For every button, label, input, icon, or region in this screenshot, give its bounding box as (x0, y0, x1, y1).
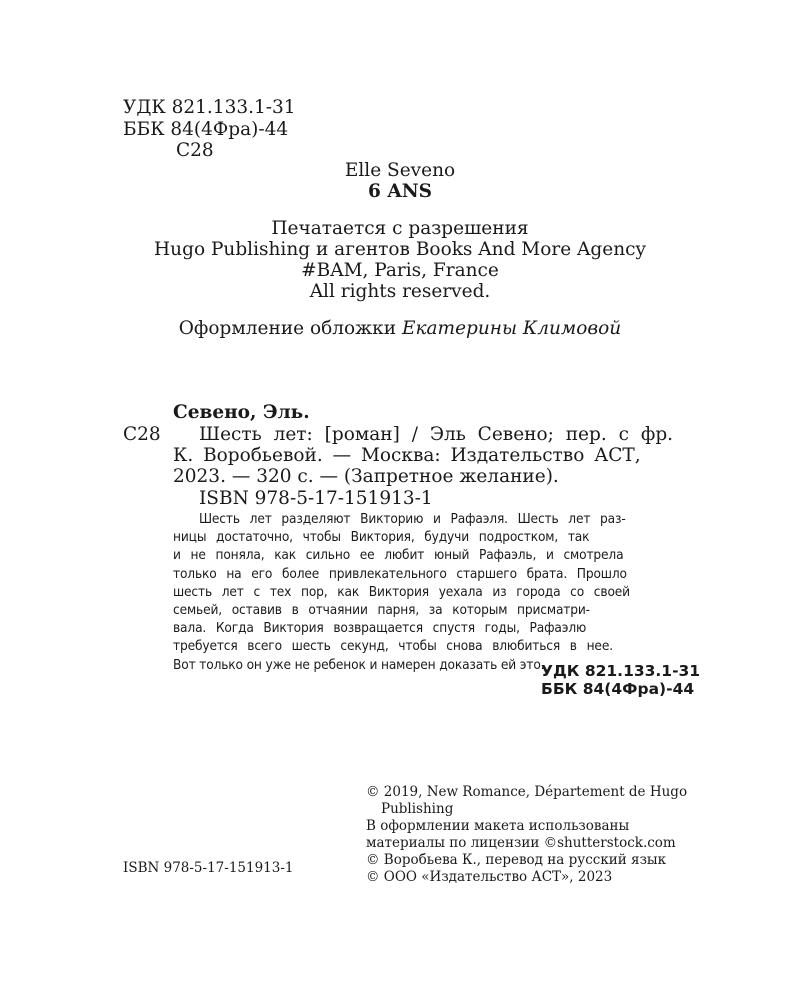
annotation-line: Шесть лет разделяют Викторию и Рафаэля. Шесть лет раз- (199, 511, 626, 527)
annotation-line: ницы достаточно, чтобы Виктория, будучи подростком, так (173, 529, 590, 546)
cover-design-label: Оформление обложки (178, 318, 397, 339)
bbk-code-bottom: ББК 84(4Фра)-44 (541, 680, 695, 698)
bib-desc-text-1: Шесть лет: [роман] / Эль Севено; пер. с фр. (199, 424, 674, 445)
rights-line-3: #BAM, Paris, France (301, 260, 499, 281)
bib-description-line-2: К. Воробьевой. — Москва: Издательство АСТ, (173, 445, 641, 466)
annotation-line: семьей, оставив в отчаянии парня, за которым присматри- (173, 602, 590, 619)
bib-heading: Севено, Эль. (173, 402, 310, 423)
bib-description-line-3: 2023. — 320 с. — (Запретное желание). (173, 466, 559, 487)
udk-code-bottom: УДК 821.133.1-31 (541, 662, 701, 680)
original-title: 6 ANS (368, 181, 432, 202)
rights-line-4: All rights reserved. (309, 281, 491, 302)
annotation (173, 510, 706, 674)
annotation-line: шесть лет с тех пор, как Виктория уехала из города со своей (173, 583, 630, 600)
rights-line-2: Hugo Publishing и агентов Books And More Agency (154, 239, 646, 260)
author-sign: С28 (176, 140, 214, 161)
annotation-line: и не поняла, как сильно ее любит юный Рафаэль, и смотрела (173, 547, 624, 564)
annotation-line: требуется всего шесть секунд, чтобы снова влюбиться в нее. (173, 638, 613, 655)
annotation-line: вала. Когда Виктория возвращается спустя годы, Рафаэлю (173, 620, 587, 637)
udk-code: УДК 821.133.1-31 (123, 97, 296, 118)
copyright-line-1: © 2019, New Romance, Département de Hugo (366, 784, 688, 800)
cover-design-credit (0, 319, 800, 339)
bib-isbn: ISBN 978-5-17-151913-1 (199, 488, 433, 509)
original-author: Elle Seveno (344, 160, 456, 181)
copyright-line-2: В оформлении макета использованы (366, 818, 630, 834)
bbk-code: ББК 84(4Фра)-44 (123, 119, 289, 140)
bib-sign: С28 (123, 424, 161, 445)
copyright-line-1b: Publishing (381, 801, 454, 817)
copyright-line-3: материалы по лицензии ©shutterstock.com (366, 835, 676, 851)
bib-description-line-1 (199, 425, 706, 445)
rights-line-1: Печатается с разрешения (271, 218, 529, 239)
isbn-bottom: ISBN 978-5-17-151913-1 (123, 860, 294, 876)
annotation-line: только на его более привлекательного старшего брата. Прошло (173, 565, 627, 582)
copyright-line-5: © ООО «Издательство АСТ», 2023 (366, 869, 613, 885)
copyright-line-4: © Воробьева К., перевод на русский язык (366, 852, 667, 868)
annotation-line: Вот только он уже не ребенок и намерен доказать ей это. (173, 656, 545, 673)
cover-designer-name: Екатерины Климовой (401, 318, 622, 339)
